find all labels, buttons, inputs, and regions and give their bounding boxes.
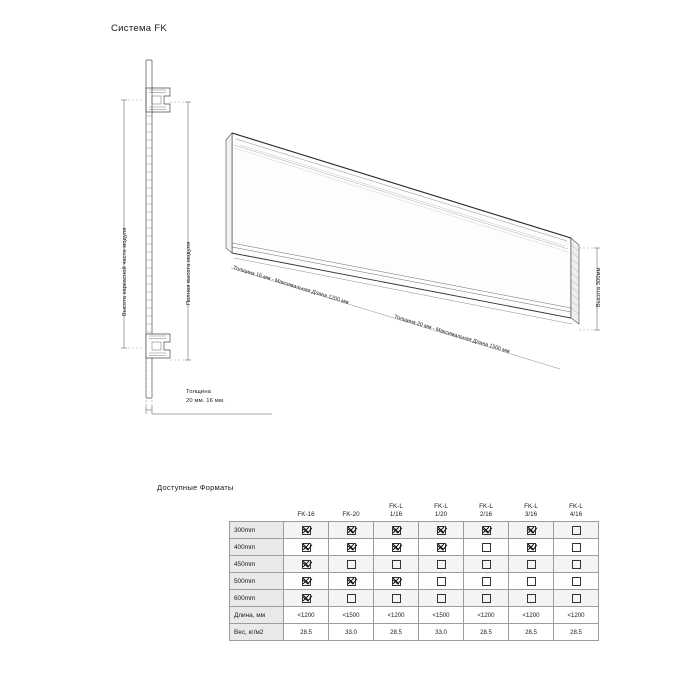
value-cell: 28.5 xyxy=(509,624,554,641)
empty-box-icon[interactable] xyxy=(482,577,491,586)
empty-box-icon[interactable] xyxy=(437,560,446,569)
value-cell: <1200 xyxy=(554,607,599,624)
value-cell: <1500 xyxy=(329,607,374,624)
availability-checkbox-cell[interactable] xyxy=(284,590,329,607)
empty-box-icon[interactable] xyxy=(392,594,401,603)
availability-checkbox-cell[interactable] xyxy=(419,573,464,590)
profile-top-bracket xyxy=(146,88,170,112)
value-cell: 28.5 xyxy=(464,624,509,641)
value-cell: <1200 xyxy=(284,607,329,624)
value-cell: <1500 xyxy=(419,607,464,624)
empty-box-icon[interactable] xyxy=(572,594,581,603)
col-3-line1: FK-L xyxy=(389,503,403,511)
empty-box-icon[interactable] xyxy=(527,594,536,603)
table-row xyxy=(230,624,599,641)
page-title: Система FK xyxy=(111,23,168,34)
availability-checkbox-cell[interactable] xyxy=(374,590,419,607)
availability-checkbox-cell[interactable] xyxy=(554,539,599,556)
availability-checkbox-cell[interactable] xyxy=(464,539,509,556)
availability-checkbox-cell[interactable] xyxy=(374,573,419,590)
checked-box-icon[interactable] xyxy=(302,526,311,535)
col-1-line2: FK-16 xyxy=(297,511,315,519)
availability-checkbox-cell[interactable] xyxy=(374,522,419,539)
profile-perforations xyxy=(147,116,151,332)
availability-checkbox-cell[interactable] xyxy=(374,556,419,573)
empty-box-icon[interactable] xyxy=(527,577,536,586)
col-6-line2: 3/16 xyxy=(524,511,538,519)
availability-checkbox-cell[interactable] xyxy=(329,556,374,573)
empty-box-icon[interactable] xyxy=(482,594,491,603)
value-cell: 28.5 xyxy=(554,624,599,641)
empty-box-icon[interactable] xyxy=(437,594,446,603)
table-header-col-1 xyxy=(284,497,329,522)
table-header-col-6 xyxy=(509,497,554,522)
checked-box-icon[interactable] xyxy=(347,577,356,586)
table-header-col-2 xyxy=(329,497,374,522)
label-panel-height: Высота 300мм xyxy=(596,267,602,307)
table-row xyxy=(230,556,599,573)
label-thickness-values: 20 мм. 16 мм. xyxy=(186,397,225,404)
value-cell: 28.5 xyxy=(284,624,329,641)
table-row xyxy=(230,573,599,590)
row-label: 400mm xyxy=(230,539,284,556)
availability-checkbox-cell[interactable] xyxy=(509,522,554,539)
availability-checkbox-cell[interactable] xyxy=(554,522,599,539)
col-5-line1: FK-L xyxy=(479,503,493,511)
checked-box-icon[interactable] xyxy=(347,543,356,552)
value-cell: 33.0 xyxy=(419,624,464,641)
availability-checkbox-cell[interactable] xyxy=(329,539,374,556)
availability-checkbox-cell[interactable] xyxy=(284,539,329,556)
empty-box-icon[interactable] xyxy=(482,560,491,569)
checked-box-icon[interactable] xyxy=(437,526,446,535)
checked-box-icon[interactable] xyxy=(482,526,491,535)
col-2-line2: FK-20 xyxy=(342,511,360,519)
table-header-col-4 xyxy=(419,497,464,522)
table-row xyxy=(230,539,599,556)
table-head xyxy=(230,497,599,522)
row-label: Длина, мм xyxy=(230,607,284,624)
checked-box-icon[interactable] xyxy=(392,543,401,552)
empty-box-icon[interactable] xyxy=(572,543,581,552)
empty-box-icon[interactable] xyxy=(572,560,581,569)
checked-box-icon[interactable] xyxy=(302,594,311,603)
table-row xyxy=(230,607,599,624)
empty-box-icon[interactable] xyxy=(392,560,401,569)
col-7-line1: FK-L xyxy=(569,503,583,511)
availability-checkbox-cell[interactable] xyxy=(509,573,554,590)
row-label: Вес, кг/м2 xyxy=(230,624,284,641)
checked-box-icon[interactable] xyxy=(392,577,401,586)
availability-checkbox-cell[interactable] xyxy=(284,556,329,573)
formats-table xyxy=(229,497,599,641)
row-label: 500mm xyxy=(230,573,284,590)
table-header-corner xyxy=(230,497,284,522)
availability-checkbox-cell[interactable] xyxy=(284,522,329,539)
col-5-line2: 2/16 xyxy=(479,511,493,519)
checked-box-icon[interactable] xyxy=(302,543,311,552)
label-thickness-group xyxy=(186,388,246,406)
value-cell: 33.0 xyxy=(329,624,374,641)
empty-box-icon[interactable] xyxy=(482,543,491,552)
availability-checkbox-cell[interactable] xyxy=(464,556,509,573)
availability-checkbox-cell[interactable] xyxy=(509,556,554,573)
value-cell: <1200 xyxy=(374,607,419,624)
table-row xyxy=(230,522,599,539)
checked-box-icon[interactable] xyxy=(437,543,446,552)
label-structural-height: Высота каркасной части модуля xyxy=(122,227,128,316)
profile-bottom-bracket xyxy=(146,334,170,358)
table-caption: Доступные Форматы xyxy=(157,483,234,492)
table-header-col-3 xyxy=(374,497,419,522)
value-cell: <1200 xyxy=(509,607,554,624)
availability-checkbox-cell[interactable] xyxy=(329,522,374,539)
row-label: 450mm xyxy=(230,556,284,573)
label-panel-note-20: Толщина 20 мм - Максимальная Длина 1500 мм xyxy=(393,314,511,355)
checked-box-icon[interactable] xyxy=(302,560,311,569)
checked-box-icon[interactable] xyxy=(392,526,401,535)
label-panel-note-16: Толщина 16 мм - Максимальная Длина 1200 мм xyxy=(232,265,350,306)
value-cell: 28.5 xyxy=(374,624,419,641)
row-label: 600mm xyxy=(230,590,284,607)
empty-box-icon[interactable] xyxy=(572,577,581,586)
availability-checkbox-cell[interactable] xyxy=(329,590,374,607)
empty-box-icon[interactable] xyxy=(347,560,356,569)
availability-checkbox-cell[interactable] xyxy=(419,539,464,556)
availability-checkbox-cell[interactable] xyxy=(509,539,554,556)
availability-checkbox-cell[interactable] xyxy=(554,590,599,607)
panel-isometric xyxy=(226,133,579,324)
availability-checkbox-cell[interactable] xyxy=(419,590,464,607)
availability-checkbox-cell[interactable] xyxy=(554,573,599,590)
availability-checkbox-cell[interactable] xyxy=(419,522,464,539)
table-header-col-7 xyxy=(554,497,599,522)
availability-checkbox-cell[interactable] xyxy=(284,573,329,590)
checked-box-icon[interactable] xyxy=(302,577,311,586)
availability-checkbox-cell[interactable] xyxy=(509,590,554,607)
col-3-line2: 1/16 xyxy=(389,511,403,519)
empty-box-icon[interactable] xyxy=(572,526,581,535)
empty-box-icon[interactable] xyxy=(347,594,356,603)
availability-checkbox-cell[interactable] xyxy=(329,573,374,590)
availability-checkbox-cell[interactable] xyxy=(419,556,464,573)
table-body xyxy=(230,522,599,641)
availability-checkbox-cell[interactable] xyxy=(554,556,599,573)
empty-box-icon[interactable] xyxy=(527,560,536,569)
availability-checkbox-cell[interactable] xyxy=(374,539,419,556)
availability-checkbox-cell[interactable] xyxy=(464,522,509,539)
value-cell: <1200 xyxy=(464,607,509,624)
table-header-col-5 xyxy=(464,497,509,522)
availability-checkbox-cell[interactable] xyxy=(464,573,509,590)
col-6-line1: FK-L xyxy=(524,503,538,511)
table-row xyxy=(230,590,599,607)
table-header-row xyxy=(230,497,599,522)
availability-checkbox-cell[interactable] xyxy=(464,590,509,607)
row-label: 300mm xyxy=(230,522,284,539)
col-4-line2: 1/20 xyxy=(434,511,448,519)
label-thickness-caption: Толщина xyxy=(186,389,212,395)
col-7-line2: 4/16 xyxy=(569,511,583,519)
col-4-line1: FK-L xyxy=(434,503,448,511)
label-full-height: Полная высота модуля xyxy=(186,241,192,305)
checked-box-icon[interactable] xyxy=(527,543,536,552)
checked-box-icon[interactable] xyxy=(527,526,536,535)
dim-full-height xyxy=(170,102,191,360)
checked-box-icon[interactable] xyxy=(347,526,356,535)
empty-box-icon[interactable] xyxy=(437,577,446,586)
